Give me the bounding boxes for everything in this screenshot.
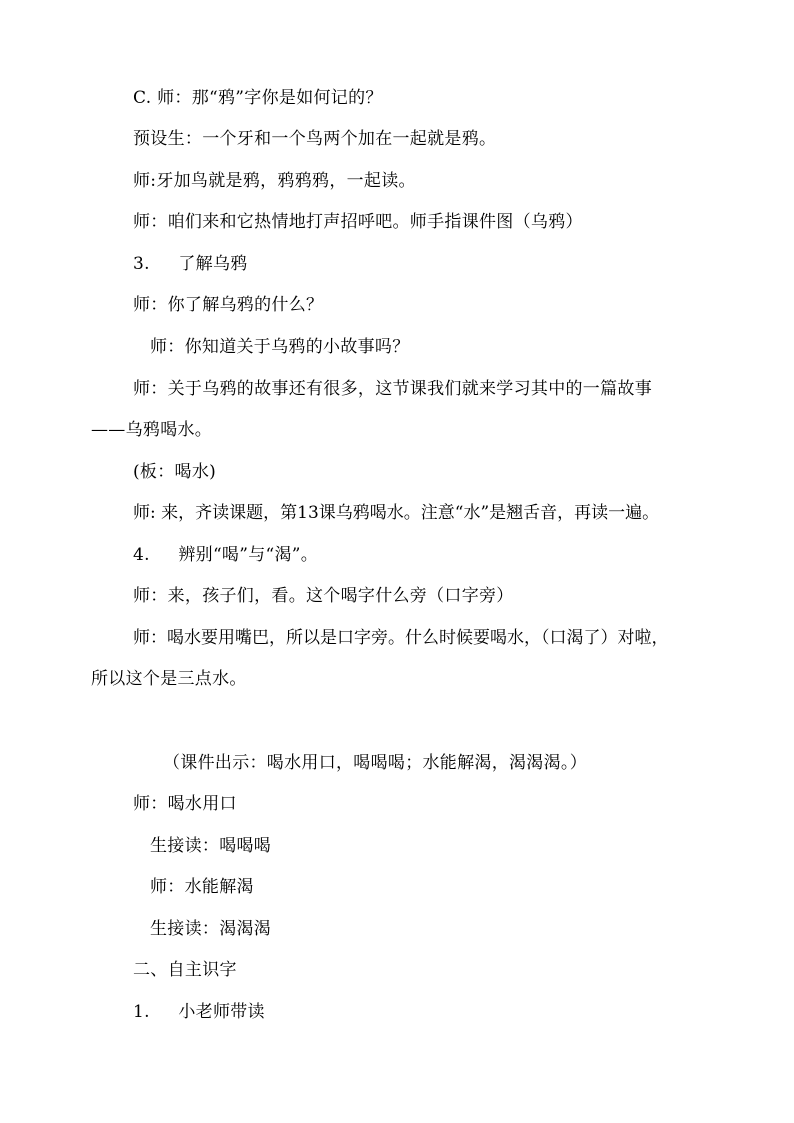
text-line: ——乌鸦喝水。 xyxy=(91,420,213,440)
text-line: 师：你了解乌鸦的什么？ xyxy=(133,295,324,315)
text-line: 师：你知道关于乌鸦的小故事吗？ xyxy=(150,337,410,357)
text-line: 3. 了解乌鸦 xyxy=(133,254,248,274)
text-line: 1. 小老师带读 xyxy=(133,1002,265,1022)
text-line: 4. 辨别“喝”与“渴”。 xyxy=(133,545,319,565)
text-line: (板：喝水) xyxy=(133,462,217,482)
text-line: 师：喝水用口 xyxy=(133,794,237,814)
text-line: 师：咱们来和它热情地打声招呼吧。师手指课件图（乌鸦） xyxy=(133,212,583,232)
text-line: 预设生：一个牙和一个鸟两个加在一起就是鸦。 xyxy=(133,129,497,149)
text-line: 师:牙加鸟就是鸦，鸦鸦鸦，一起读。 xyxy=(133,171,416,191)
text-line: 师：喝水要用嘴巴，所以是口字旁。什么时候要喝水，（口渴了）对啦， xyxy=(133,628,669,648)
text-line: 师：关于乌鸦的故事还有很多，这节课我们就来学习其中的一篇故事 xyxy=(133,379,652,399)
text-line: C. 师：那“鸦”字你是如何记的？ xyxy=(133,88,383,108)
text-line: （课件出示：喝水用口，喝喝喝；水能解渴，渴渴渴。） xyxy=(163,753,587,773)
text-line: 师：来，孩子们，看。这个喝字什么旁（口字旁） xyxy=(133,586,514,606)
text-line: 师：水能解渴 xyxy=(150,877,254,897)
text-line: 所以这个是三点水。 xyxy=(91,669,247,689)
text-line: 生接读：渴渴渴 xyxy=(150,919,272,939)
text-line: 生接读：喝喝喝 xyxy=(150,836,272,856)
text-line: 二、自主识字 xyxy=(133,960,237,980)
text-line: 师: 来，齐读课题，第13课乌鸦喝水。注意“水”是翘舌音，再读一遍。 xyxy=(133,503,660,523)
